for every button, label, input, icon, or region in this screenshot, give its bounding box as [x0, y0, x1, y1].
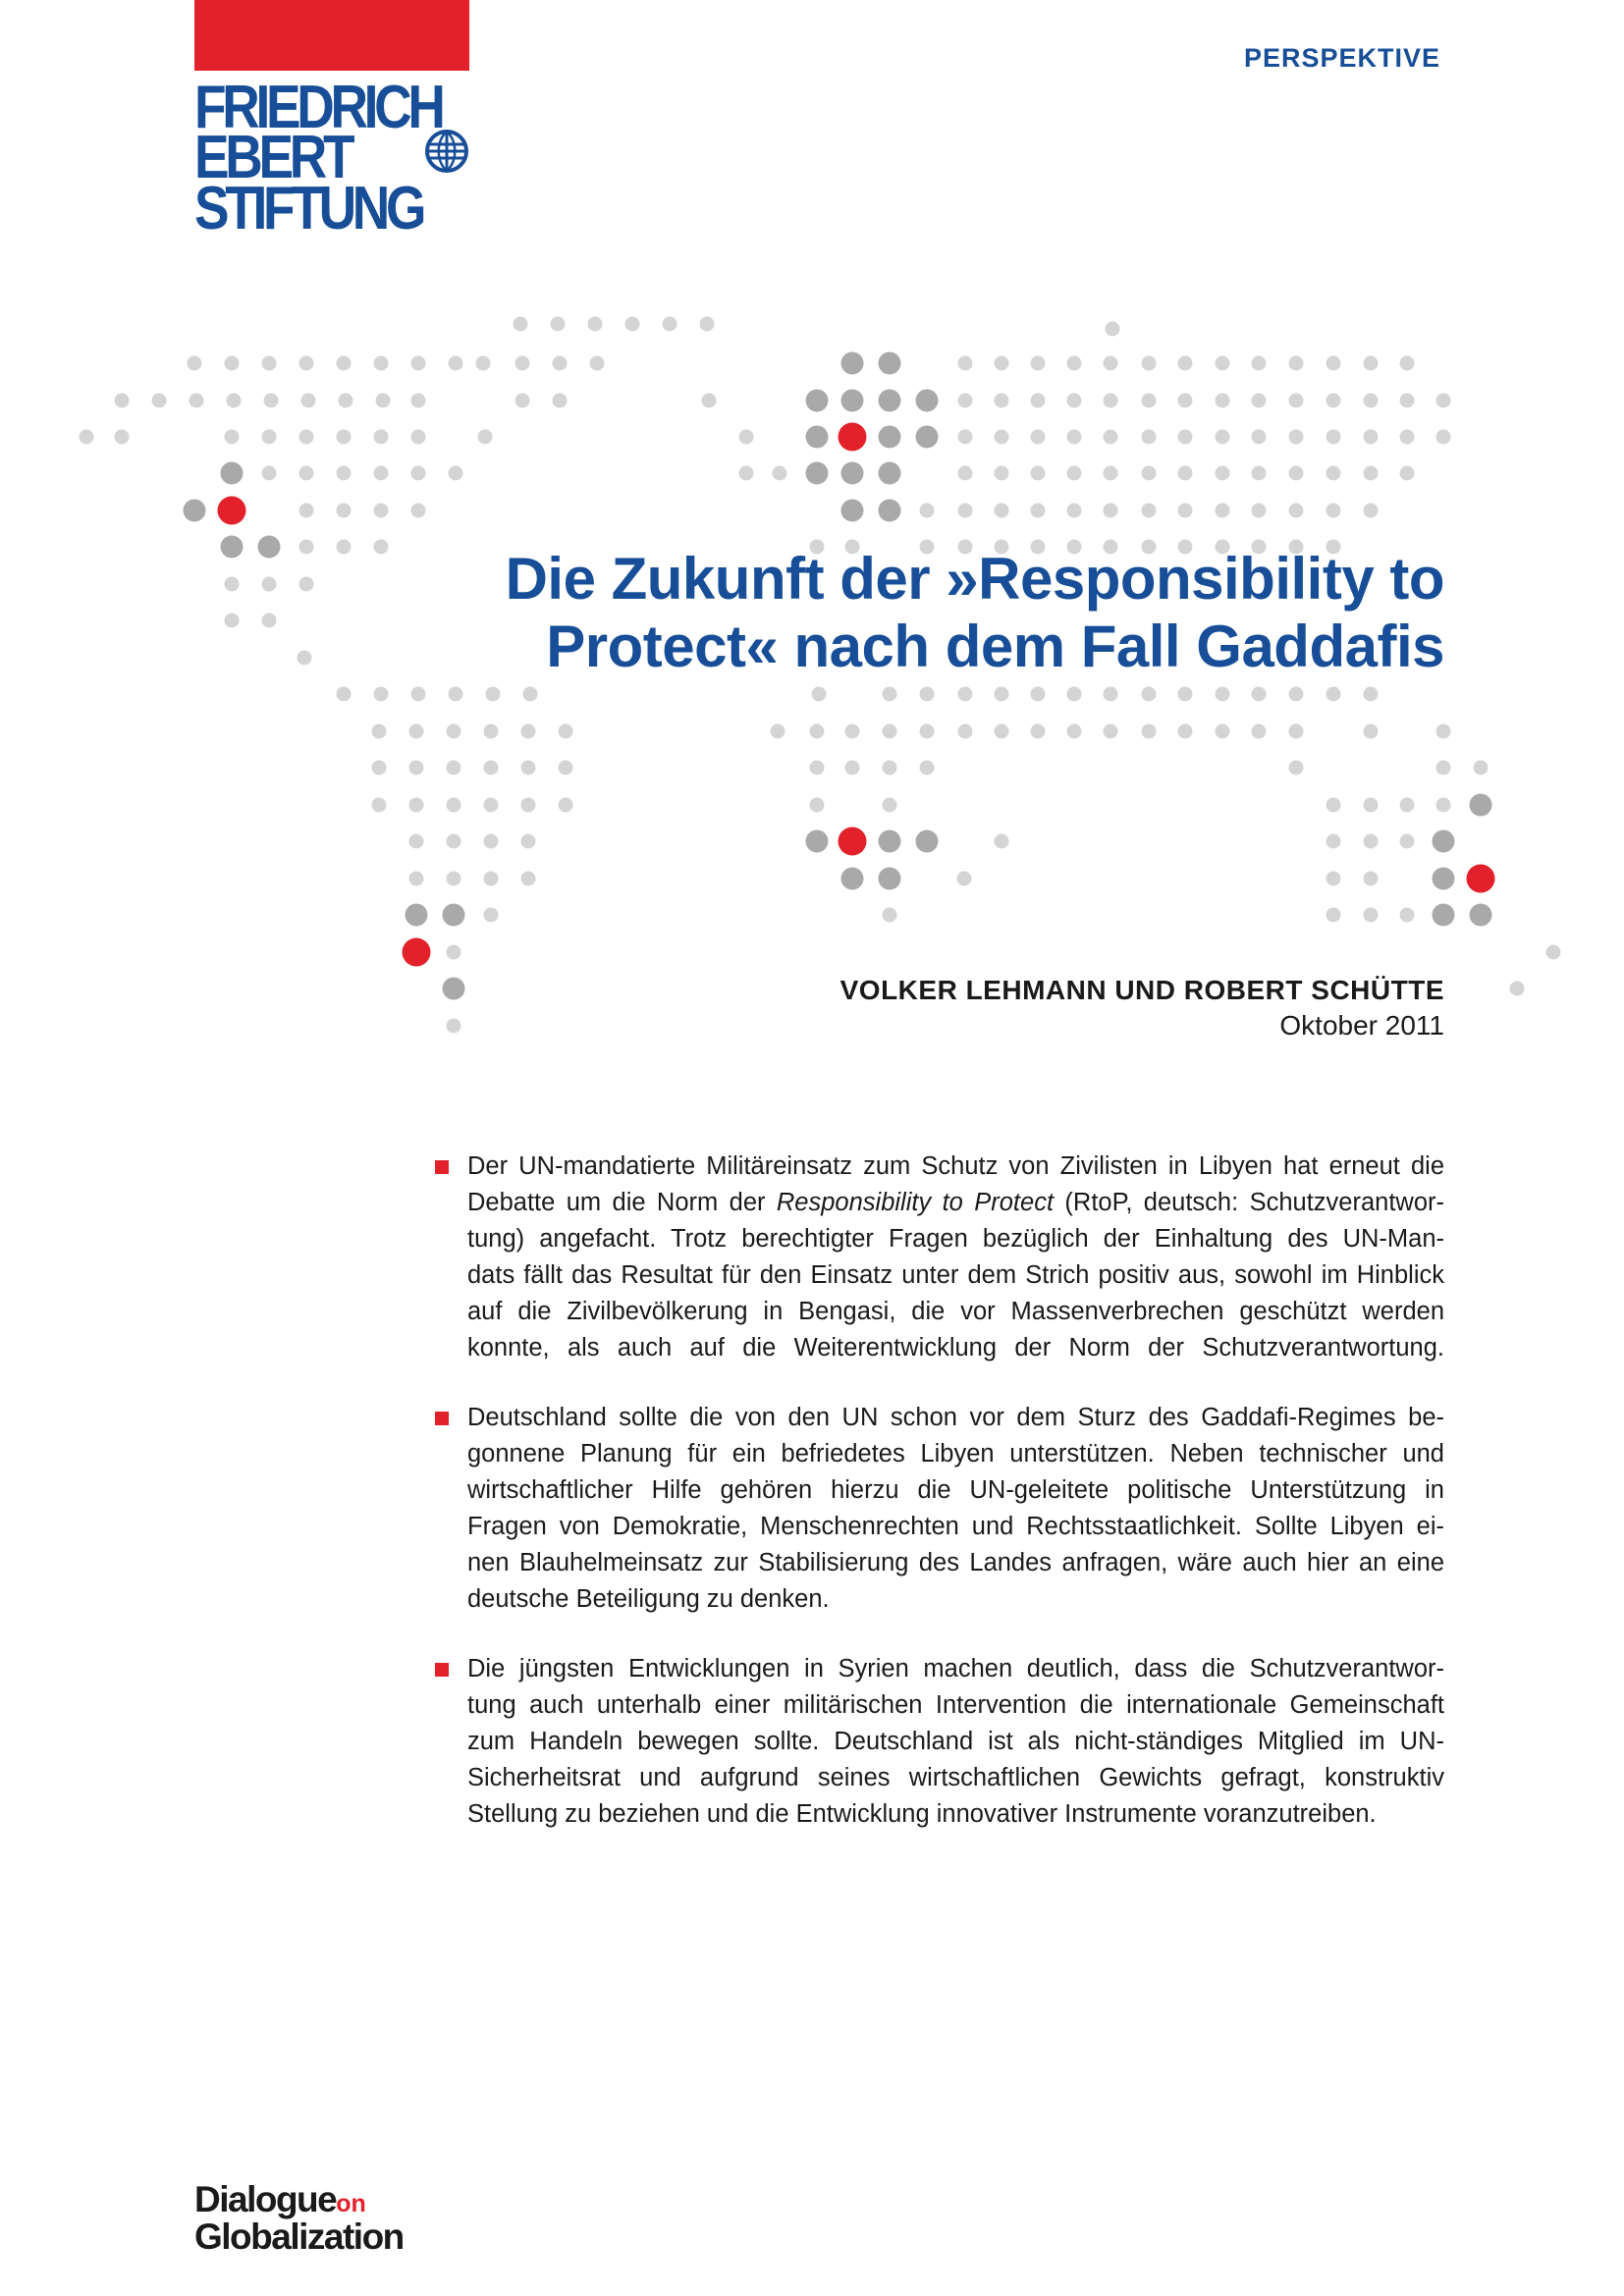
summary-line: Stellung zu beziehen und die Entwicklung innovativer Instrumente voranzutreiben.	[467, 1800, 1377, 1828]
title-line-2: Protect« nach dem Fall Gaddafis	[546, 614, 1444, 679]
summary-line: wirtschaftlicher Hilfe gehören hierzu die UN-geleitete politische Unterstützung in	[467, 1476, 1444, 1504]
summary-line: nen Blauhelmeinsatz zur Stabilisierung des Landes anfragen, wäre auch hier an eine	[467, 1549, 1444, 1576]
summary-line: Deutschland sollte die von den UN schon vor dem Sturz des Gaddafi-Regimes be-	[467, 1404, 1444, 1431]
page-title	[506, 545, 1444, 680]
world-map-dots	[0, 0, 1624, 1080]
bullet-square-icon	[435, 1412, 449, 1425]
summary-line: deutsche Beteiligung zu denken.	[467, 1585, 830, 1613]
footer-logo-word-2: on	[336, 2190, 366, 2217]
summary-line: gonnene Planung für ein befriedetes Libyen unterstützen. Neben technischer und	[467, 1440, 1444, 1468]
summary-line: konnte, als auch auf die Weiterentwicklung der Norm der Schutzverantwortung.	[467, 1334, 1444, 1362]
bullet-square-icon	[435, 1160, 449, 1174]
summary-item-3	[467, 1651, 1444, 1833]
publication-date: Oktober 2011	[1279, 1010, 1444, 1041]
summary-item-1	[467, 1148, 1444, 1366]
summary-line: Fragen von Demokratie, Menschenrechten und Rechtsstaatlichkeit. Sollte Libyen ei-	[467, 1513, 1444, 1540]
logo-line-1: FRIEDRICH	[194, 74, 442, 141]
footer-logo-word-1: Dialogue	[194, 2179, 337, 2219]
summary-line: auf die Zivilbevölkerung in Bengasi, die vor Massenverbrechen geschützt werden	[467, 1298, 1444, 1325]
dialogue-on-globalization-logo	[194, 2179, 404, 2257]
authors: VOLKER LEHMANN UND ROBERT SCHÜTTE	[839, 975, 1444, 1005]
emphasis-term: Responsibility to Protect	[776, 1189, 1055, 1216]
summary-line: dats fällt das Resultat für den Einsatz unter dem Strich positiv aus, sowohl im Hinblick	[467, 1261, 1444, 1289]
logo-line-3: STIFTUNG	[194, 175, 423, 242]
summary-line: Die jüngsten Entwicklungen in Syrien machen deutlich, dass die Schutzverantwor-	[467, 1655, 1444, 1682]
section-label: PERSPEKTIVE	[1243, 43, 1440, 73]
summary-line: zum Handeln bewegen sollte. Deutschland ist als nicht-ständiges Mitglied im UN-	[467, 1728, 1444, 1755]
summary-line: Debatte um die Norm der Responsibility to Protect (RtoP, deutsch: Schutzverantwor-	[467, 1189, 1444, 1216]
summary-item-2	[467, 1400, 1444, 1618]
summary-line: Der UN-mandatierte Militäreinsatz zum Schutz von Zivilisten in Libyen hat erneut die	[467, 1152, 1444, 1180]
bullet-square-icon	[435, 1663, 449, 1677]
logo-line-2: EBERT	[194, 124, 352, 191]
footer-logo-word-3: Globalization	[194, 2216, 404, 2257]
summary-line: Sicherheitsrat und aufgrund seines wirtschaftlichen Gewichts gefragt, konstruktiv	[467, 1764, 1444, 1791]
title-line-1: Die Zukunft der »Responsibility to	[505, 546, 1444, 612]
summary-line: tung) angefacht. Trotz berechtigter Fragen bezüglich der Einhaltung des UN-Man-	[467, 1225, 1444, 1253]
summary-line: tung auch unterhalb einer militärischen Intervention die internationale Gemeinschaft	[467, 1691, 1444, 1719]
